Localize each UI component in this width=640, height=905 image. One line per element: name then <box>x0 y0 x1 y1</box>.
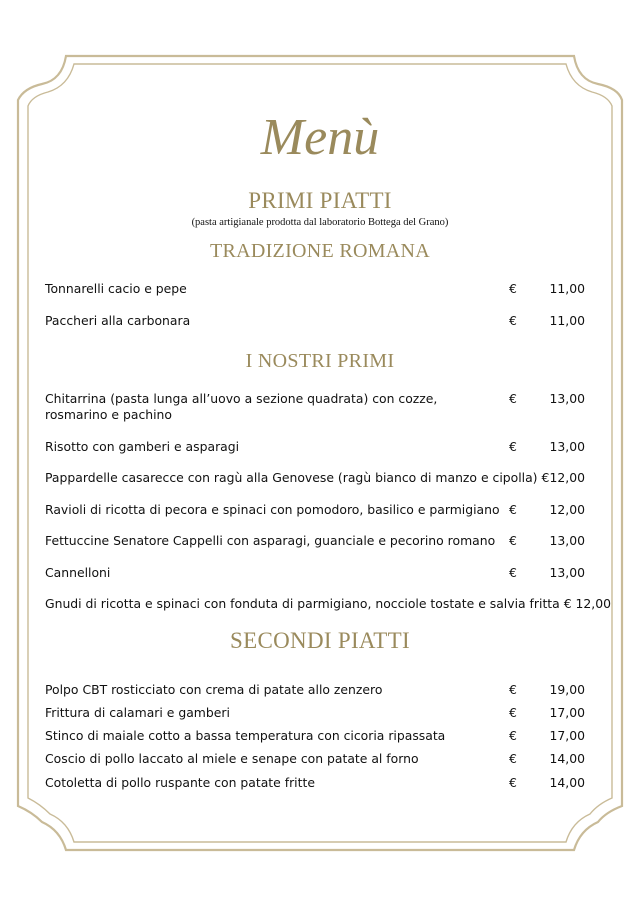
item-name: Chitarrina (pasta lunga all’uovo a sezione quadrata) con cozze, rosmarino e pachino <box>45 391 438 422</box>
nostri-primi-heading: I NOSTRI PRIMI <box>245 350 395 372</box>
item-name: Coscio di pollo laccato al miele e senape con patate al forno <box>45 751 419 766</box>
item-name: Cannelloni <box>45 565 111 580</box>
item-price: 13,00 <box>549 391 585 406</box>
pasta-note: (pasta artigianale prodotta dal laboratorio Bottega del Grano) <box>191 217 449 228</box>
item-currency: € <box>509 775 517 790</box>
item-price: 11,00 <box>549 313 585 328</box>
item-name: Polpo CBT rosticciato con crema di patate allo zenzero <box>45 682 383 697</box>
item-price: 13,00 <box>549 533 585 548</box>
item-price: 19,00 <box>549 682 585 697</box>
item-currency: € <box>509 728 517 743</box>
item-currency: € <box>509 682 517 697</box>
tradizione-romana-heading: TRADIZIONE ROMANA <box>209 240 431 262</box>
item-name: Frittura di calamari e gamberi <box>45 705 230 720</box>
item-price: 11,00 <box>549 281 585 296</box>
item-price: 12,00 <box>549 502 585 517</box>
item-price: 17,00 <box>549 705 585 720</box>
item-price: 14,00 <box>549 751 585 766</box>
item-currency: € <box>509 439 517 454</box>
item-price: 12,00 <box>549 470 585 485</box>
item-name: Pappardelle casarecce con ragù alla Genovese (ragù bianco di manzo e cipolla) € <box>45 470 550 485</box>
item-name: Cotoletta di pollo ruspante con patate fritte <box>45 775 315 790</box>
secondi-piatti-heading: SECONDI PIATTI <box>230 628 410 653</box>
item-price: 17,00 <box>549 728 585 743</box>
item-currency: € <box>509 751 517 766</box>
item-name: Risotto con gamberi e asparagi <box>45 439 240 454</box>
item-currency: € <box>509 565 517 580</box>
item-currency: € <box>509 705 517 720</box>
primi-piatti-heading: PRIMI PIATTI <box>248 188 392 213</box>
item-price: 14,00 <box>549 775 585 790</box>
item-currency: € <box>509 281 517 296</box>
item-name: Fettuccine Senatore Cappelli con asparagi, guanciale e pecorino romano <box>45 533 496 548</box>
item-price: 13,00 <box>549 439 585 454</box>
item-name: Ravioli di ricotta di pecora e spinaci con pomodoro, basilico e parmigiano <box>45 502 500 517</box>
item-price: 13,00 <box>549 565 585 580</box>
item-currency: € <box>509 313 517 328</box>
item-currency: € <box>509 502 517 517</box>
item-name: Tonnarelli cacio e pepe <box>45 281 187 296</box>
menu-title: Menù <box>260 109 380 166</box>
item-currency: € <box>509 391 517 406</box>
item-name: Gnudi di ricotta e spinaci con fonduta di parmigiano, nocciole tostate e salvia fritta € 12,00 <box>45 596 611 611</box>
item-name: Paccheri alla carbonara <box>45 313 191 328</box>
item-name: Stinco di maiale cotto a bassa temperatura con cicoria ripassata <box>45 728 446 743</box>
item-currency: € <box>509 533 517 548</box>
